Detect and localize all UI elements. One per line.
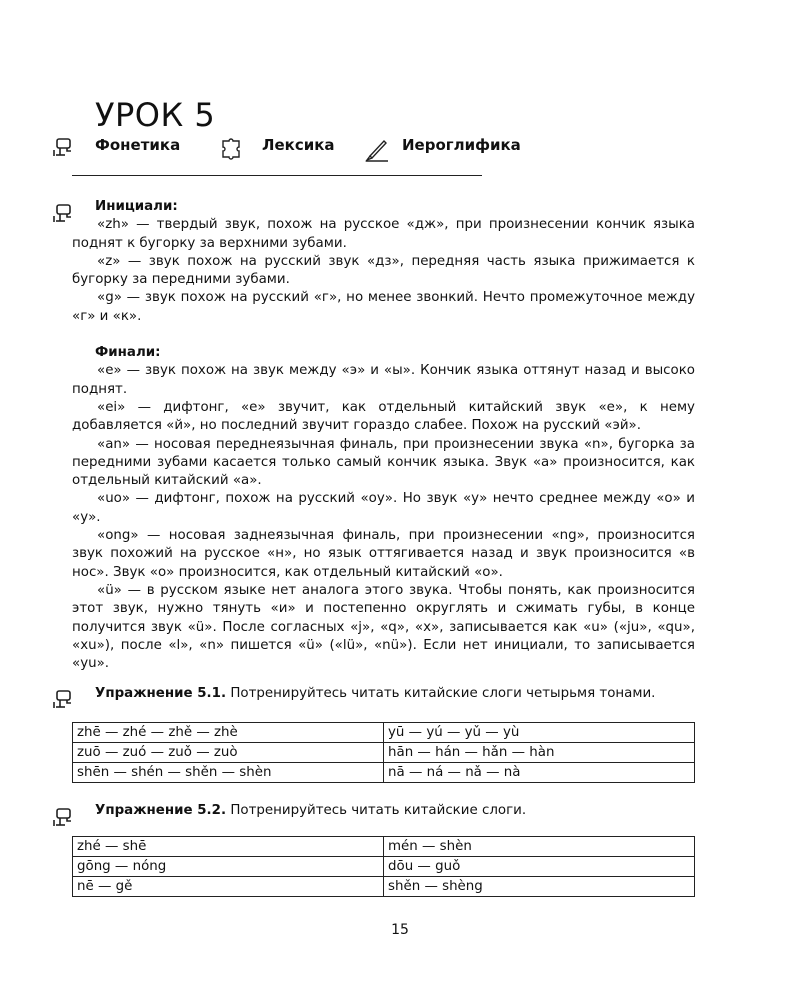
initials-zh: «zh» — твердый звук, похож на русское «дж», при произнесении кончик языка поднят к бугорку за верхними зубами. xyxy=(72,217,695,251)
section-phonetics-label: Фонетика xyxy=(95,136,181,154)
section-hieroglyphics-label: Иероглифика xyxy=(402,136,521,154)
table-row xyxy=(73,743,695,763)
mic-icon xyxy=(52,136,78,162)
table-row xyxy=(73,837,695,857)
table-cell: nē — gě xyxy=(73,877,384,897)
table-row xyxy=(73,857,695,877)
mic-icon xyxy=(52,806,78,832)
table-row xyxy=(73,763,695,783)
exercise-5-2-label: Упражнение 5.2. xyxy=(95,803,227,818)
table-cell: mén — shèn xyxy=(384,837,695,857)
table-cell: yū — yú — yǔ — yù xyxy=(384,723,695,743)
finals-e: «e» — звук похож на звук между «э» и «ы». Кончик языка оттянут назад и высоко поднят. xyxy=(72,363,695,397)
table-cell: gōng — nóng xyxy=(73,857,384,877)
exercise-5-1-text: Потренируйтесь читать китайские слоги четырьмя тонами. xyxy=(230,686,656,701)
section-lexicon-label: Лексика xyxy=(262,136,335,154)
header-divider xyxy=(72,175,482,176)
exercise-5-2-instruction xyxy=(95,803,526,818)
table-cell: hān — hán — hǎn — hàn xyxy=(384,743,695,763)
mic-icon xyxy=(52,688,78,714)
table-cell: dōu — guǒ xyxy=(384,857,695,877)
table-row xyxy=(73,723,695,743)
finals-heading: Финали: xyxy=(95,345,161,361)
phonetics-text xyxy=(72,198,695,673)
table-cell: zhé — shē xyxy=(73,837,384,857)
table-cell: zhē — zhé — zhě — zhè xyxy=(73,723,384,743)
finals-uo: «uo» — дифтонг, похож на русский «оу». Но звук «у» нечто среднее между «о» и «у». xyxy=(72,491,695,525)
exercise-5-1-instruction xyxy=(95,686,655,701)
initials-z: «z» — звук похож на русский звук «дз», передняя часть языка прижимается к бугорку за передними зубами. xyxy=(72,253,695,288)
initials-heading: Инициали: xyxy=(95,199,178,214)
initials-g: «g» — звук похож на русский «г», но менее звонкий. Нечто промежуточное между «г» и «к». xyxy=(72,290,695,324)
finals-ong: «ong» — носовая заднеязычная финаль, при произнесении «ng», произносится звук похожий на русское «н», но язык оттягивается назад и звук произносится «в нос». Звук «о» произносится, как отдельный китайский «о». xyxy=(72,528,695,580)
table-cell: nā — ná — nǎ — nà xyxy=(384,763,695,783)
exercise-5-2-table xyxy=(72,836,695,897)
table-cell: shěn — shèng xyxy=(384,877,695,897)
page-number: 15 xyxy=(391,922,409,938)
exercise-5-1-table xyxy=(72,722,695,783)
lesson-title: УРОК 5 xyxy=(95,96,216,134)
table-cell: shēn — shén — shěn — shèn xyxy=(73,763,384,783)
finals-u-umlaut: «ü» — в русском языке нет аналога этого звука. Чтобы понять, как произносится этот звук, нужно тянуть «и» и постепенно округлять и сжимать губы, в конце получится звук «ü». После согласных «j», «q», «x», записывается как «u» («ju», «qu», «xu»), после «l», «n» пишется «ü» («lü», «nü»). Если нет инициали, то записывается «yu». xyxy=(72,582,695,672)
brush-icon xyxy=(364,136,390,162)
table-row xyxy=(73,877,695,897)
exercise-5-2-text: Потренируйтесь читать китайские слоги. xyxy=(230,803,527,818)
exercise-5-1-label: Упражнение 5.1. xyxy=(95,686,227,701)
finals-an: «an» — носовая переднеязычная финаль, при произнесении звука «n», бугорка за передними зубами касается только самый кончик языка. Звук «а» произносится, как отдельный китайский «а». xyxy=(72,436,695,489)
table-cell: zuō — zuó — zuǒ — zuò xyxy=(73,743,384,763)
finals-ei: «ei» — дифтонг, «e» звучит, как отдельный китайский звук «e», к нему добавляется «й», но последний звучит гораздо слабее. Похож на русский «эй». xyxy=(72,399,695,434)
puzzle-icon xyxy=(220,136,246,162)
